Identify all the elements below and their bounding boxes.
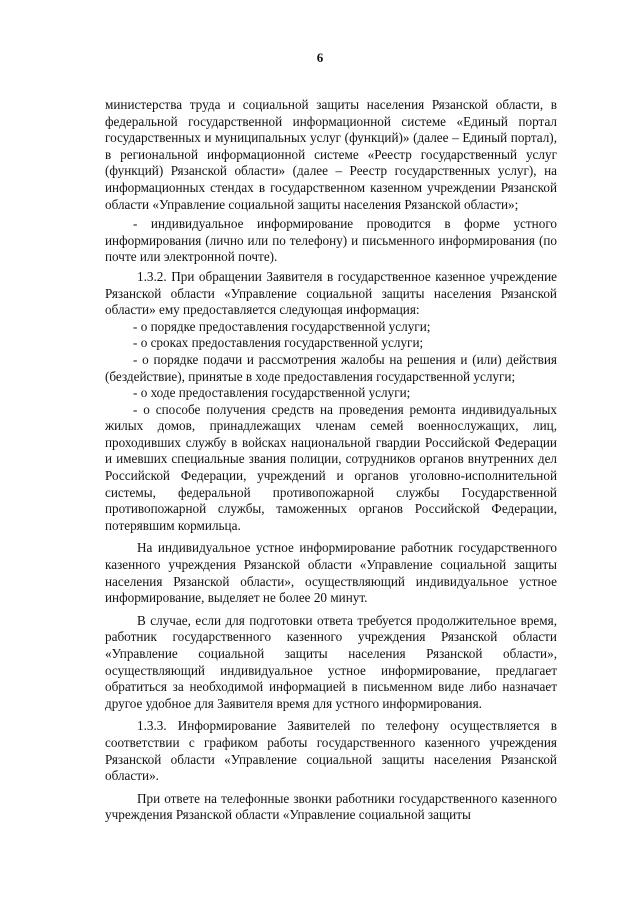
page-number: 6: [316, 50, 324, 65]
list-item-procedure: - о порядке предоставления государственной услуги;: [133, 318, 431, 334]
list-item-complaints: - о порядке подачи и рассмотрения жалобы на решения и (или) действия (бездействие), принятые в ходе предоставления государственной услуги;: [105, 351, 557, 384]
paragraph-section-1-3-3: 1.3.3. Информирование Заявителей по телефону осуществляется в соответствии с графиком работы государственного казенного учреждения Рязанской области «Управление социальной защиты населения Рязанской области».: [105, 718, 557, 784]
paragraph-oral-informing-time: На индивидуальное устное информирование работник государственного казенного учреждения Рязанской области «Управление социальной защиты населения Рязанской области», осуществляющий индивидуальное устное информирование, выделяет не более 20 минут.: [105, 540, 557, 606]
document-body: [105, 97, 557, 824]
paragraph-phone-calls: При ответе на телефонные звонки работники государственного казенного учреждения Рязанской области «Управление социальной защиты: [105, 790, 557, 823]
paragraph-ministry-sources: министерства труда и социальной защиты населения Рязанской области, в федеральной государственной информационной системе «Единый портал государственных и муниципальных услуг (функций)» (далее – Единый портал), в региональной информационной системе «Реестр государственный услуг (функций) Рязанской области» (далее – Реестр государственных услуг), на информационных стендах в государственном казенном учреждении Рязанской области «Управление социальной защиты населения Рязанской области»;: [105, 97, 557, 212]
list-item-repair-funds: - о способе получения средств на проведения ремонта индивидуальных жилых домов, принадлежащих членам семей военнослужащих, лиц, проходивших службу в войсках национальной гвардии Российской Федерации и имевших специальные звания полиции, сотрудников органов внутренних дел Российской Федерации, учреждений и органов уголовно-исполнительной системы, федеральной противопожарной службы Государственной противопожарной службы, таможенных органов Российской Федерации, потерявшим кормильца.: [105, 401, 557, 533]
paragraph-long-preparation: В случае, если для подготовки ответа требуется продолжительное время, работник государственного казенного учреждения Рязанской области «Управление социальной защиты населения Рязанской области», осуществляющий индивидуальное устное информирование, предлагает обратиться за необходимой информацией в письменном виде либо назначает другое удобное для Заявителя время для устного информирования.: [105, 612, 557, 711]
list-item-deadlines: - о сроках предоставления государственной услуги;: [133, 335, 424, 351]
paragraph-individual-informing: - индивидуальное информирование проводится в форме устного информирования (лично или по телефону) и письменного информирования (по почте или электронной почте).: [105, 216, 557, 265]
paragraph-section-1-3-2: 1.3.2. При обращении Заявителя в государственное казенное учреждение Рязанской области «Управление социальной защиты населения Рязанской области» ему предоставляется следующая информация:: [105, 268, 557, 318]
list-item-progress: - о ходе предоставления государственной услуги;: [133, 385, 411, 401]
